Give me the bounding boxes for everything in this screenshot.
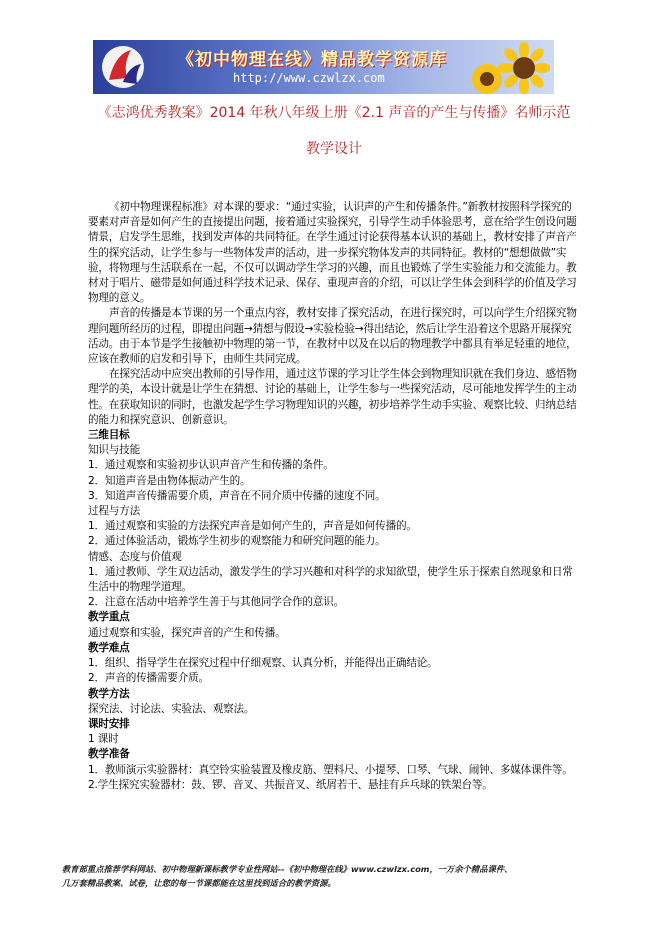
- paragraph: 在探究活动中应突出教师的引导作用，通过这节课的学习让学生体会到物理知识就在我们身边、感悟物理学的美，本设计就是让学生在猜想、讨论的基础上，让学生参与一些探究活动，尽可能地发挥学生的主动性。在获取知识的同时，也激发起学生学习物理知识的兴趣，初步培养学生动手实验、观察比较、归纳总结的能力和探究意识、创新意识。: [88, 368, 577, 426]
- page-footer: [62, 862, 622, 890]
- subsection-heading: 知识与技能: [88, 444, 140, 457]
- section-heading: 教学准备: [88, 748, 130, 761]
- list-item: 2．声音的传播需要介质。: [88, 672, 209, 685]
- section-text: 探究法、讨论法、实验法、观察法。: [88, 702, 255, 715]
- list-item: 2.学生探究实验器材：鼓、锣、音叉、共振音叉、纸屑若干、悬挂有乒乓球的铁架台等。: [88, 778, 493, 791]
- list-item: 3．知道声音传播需要介质，声音在不同介质中传播的速度不同。: [88, 489, 386, 502]
- subsection-heading: 情感、态度与价值观: [88, 550, 182, 563]
- list-item: 1．教师演示实验器材：真空铃实验装置及橡皮筋、塑料尺、小提琴、口琴、气球、闹钟、多媒体课件等。: [88, 763, 573, 776]
- footer-line-2: 几万套精品教案、试卷，让您的每一节课都能在这里找到适合的教学资源。: [62, 878, 336, 888]
- footer-line-1: 教育部重点推荐学科网站、初中物理新课标教学专业性网站--《初中物理在线》www.czwlzx.com，一万余个精品课件、: [62, 864, 513, 874]
- banner-url[interactable]: http://www.czwlzx.com: [233, 71, 385, 85]
- site-logo-icon: [101, 44, 145, 90]
- document-body: [88, 200, 578, 793]
- list-item: 1．通过观察和实验的方法探究声音是如何产生的，声音是如何传播的。: [88, 520, 417, 533]
- section-heading: 教学重点: [88, 611, 130, 624]
- list-item: 2．注意在活动中培养学生善于与其他同学合作的意识。: [88, 596, 344, 609]
- banner-title: 《初中物理在线》精品教学资源库: [177, 50, 447, 70]
- sunflower-icon: [498, 42, 550, 94]
- list-item: 1．通过教师、学生双边活动，激发学生的学习兴趣和对科学的求知欲望，使学生乐于探索自然现象和日常生活中的物理学道理。: [88, 565, 573, 594]
- site-banner: [93, 40, 554, 94]
- list-item: 1．通过观察和实验初步认识声音产生和传播的条件。: [88, 459, 334, 472]
- section-text: 1 课时: [88, 733, 119, 746]
- list-item: 1．组织、指导学生在探究过程中仔细观察、认真分析，并能得出正确结论。: [88, 657, 438, 670]
- list-item: 2．知道声音是由物体振动产生的。: [88, 474, 251, 487]
- paragraph: 声音的传播是本节课的另一个重点内容，教材安排了探究活动，在进行探究时，可以向学生介绍探究物理问题所经历的过程，即提出问题→猜想与假设→实验检验→得出结论，然后让学生沿着这个思路开展探究活动。由于本节是学生接触初中物理的第一节，在教材中以及在以后的物理教学中都具有举足轻重的地位，应该在教师的启发和引导下，由师生共同完成。: [88, 307, 577, 366]
- section-heading: 教学方法: [88, 687, 130, 700]
- section-text: 通过观察和实验，探究声音的产生和传播。: [88, 626, 286, 639]
- title-line-1: 《志鸿优秀教案》2014 年秋八年级上册《2.1 声音的产生与传播》名师示范: [97, 105, 571, 121]
- subsection-heading: 过程与方法: [88, 505, 140, 518]
- document-title: [64, 95, 604, 167]
- paragraph: 《初中物理课程标准》对本课的要求：“通过实验，认识声的产生和传播条件。”新教材按照科学探究的要素对声音是如何产生的直接提出问题，接着通过实验探究，引导学生动手体验思考，意在给学生创设问题情景，启发学生思维，找到发声体的共同特征。在学生通过讨论获得基本认识的基础上，教材安排了声音产生的探究活动，让学生参与一些物体发声的活动，进一步探究物体发声的共同特征。教材的“想想做做”实验，将物理与生活联系在一起，不仅可以调动学生学习的兴趣，而且也锻炼了学生实验能力和交流能力。教材对于唱片、磁带是如何通过科学技术记录、保存、重现声音的介绍，可以让学生体会到科学的价值及学习物理的意义。: [88, 201, 577, 305]
- section-heading: 三维目标: [88, 429, 130, 442]
- list-item: 2．通过体验活动，锻炼学生初步的观察能力和研究问题的能力。: [88, 535, 386, 548]
- section-heading: 课时安排: [88, 717, 130, 730]
- title-line-2: 教学设计: [306, 141, 362, 157]
- section-heading: 教学难点: [88, 641, 130, 654]
